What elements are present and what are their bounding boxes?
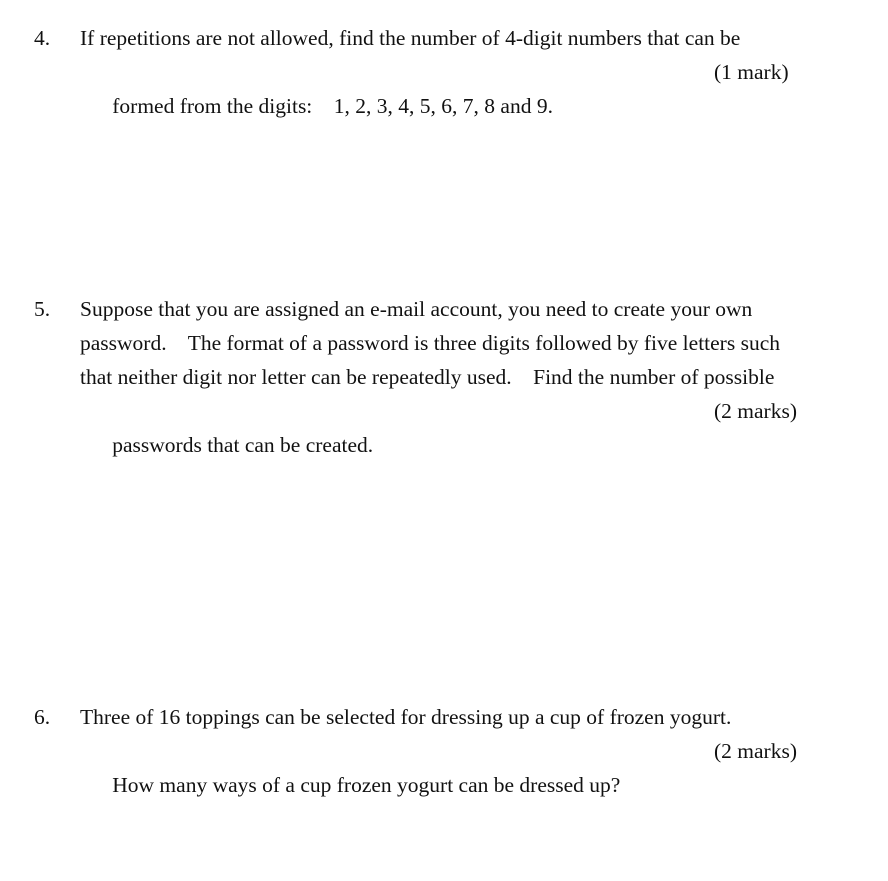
question-line: passwords that can be created. xyxy=(112,433,374,457)
question-line: password. The format of a password is three digits followed by five letters such xyxy=(80,331,780,355)
question-line: Suppose that you are assigned an e-mail account, you need to create your own xyxy=(80,297,753,321)
question-line: If repetitions are not allowed, find the number of 4-digit numbers that can be xyxy=(80,26,741,50)
question-line: formed from the digits: 1, 2, 3, 4, 5, 6, 7, 8 and 9. xyxy=(112,94,553,118)
question-line: How many ways of a cup frozen yogurt can be dressed up? xyxy=(112,773,621,797)
question-text xyxy=(80,21,860,118)
question-line: that neither digit nor letter can be repeatedly used. Find the number of possible xyxy=(80,365,775,389)
question-text xyxy=(80,292,860,457)
question-number: 4. xyxy=(34,26,51,50)
question-number: 6. xyxy=(34,705,51,729)
marks-label: (2 marks) xyxy=(714,739,797,763)
marks-label: (2 marks) xyxy=(714,399,797,423)
question-number: 5. xyxy=(34,297,51,321)
marks-label: (1 mark) xyxy=(714,60,789,84)
question-line-with-marks xyxy=(80,734,860,797)
question-text xyxy=(80,700,860,797)
question-line-with-marks xyxy=(80,55,860,118)
question-line: Three of 16 toppings can be selected for dressing up a cup of frozen yogurt. xyxy=(80,705,732,729)
question-line-with-marks xyxy=(80,394,860,457)
